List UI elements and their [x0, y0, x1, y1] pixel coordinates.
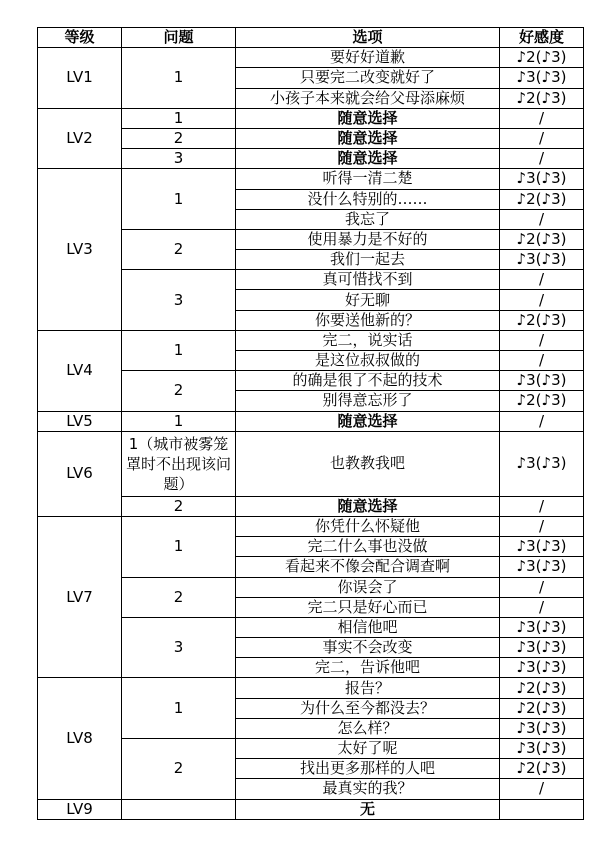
favor-cell: ♪3(♪3)	[500, 68, 584, 88]
question-cell: 1（城市被雾笼罩时不出现该问题）	[122, 431, 236, 496]
option-cell: 真可惜找不到	[236, 270, 500, 290]
question-cell: 3	[122, 270, 236, 331]
option-cell: 为什么至今都没去？	[236, 698, 500, 718]
question-cell: 1	[122, 330, 236, 370]
favor-cell: /	[500, 351, 584, 371]
favor-cell: ♪3(♪3)	[500, 169, 584, 189]
favor-cell: /	[500, 128, 584, 148]
header-question: 问题	[122, 28, 236, 48]
favor-cell: ♪2(♪3)	[500, 698, 584, 718]
favor-cell: ♪2(♪3)	[500, 678, 584, 698]
level-cell: LV1	[38, 48, 122, 109]
option-cell: 随意选择	[236, 496, 500, 516]
option-cell: 太好了呢	[236, 739, 500, 759]
header-level: 等级	[38, 28, 122, 48]
option-cell: 别得意忘形了	[236, 391, 500, 411]
option-cell: 使用暴力是不好的	[236, 229, 500, 249]
table-row	[38, 799, 584, 819]
option-cell: 只要完二改变就好了	[236, 68, 500, 88]
favor-cell: /	[500, 290, 584, 310]
option-cell: 完二，说实话	[236, 330, 500, 350]
table-row	[38, 330, 584, 350]
header-option: 选项	[236, 28, 500, 48]
table-row	[38, 516, 584, 536]
question-cell: 2	[122, 739, 236, 800]
table-row	[38, 411, 584, 431]
favor-cell: /	[500, 270, 584, 290]
option-cell: 小孩子本来就会给父母添麻烦	[236, 88, 500, 108]
option-cell: 完二，告诉他吧	[236, 658, 500, 678]
option-cell: 的确是很了不起的技术	[236, 371, 500, 391]
option-cell: 找出更多那样的人吧	[236, 759, 500, 779]
question-cell: 2	[122, 577, 236, 617]
option-cell: 随意选择	[236, 108, 500, 128]
option-cell: 无	[236, 799, 500, 819]
favor-cell: ♪2(♪3)	[500, 759, 584, 779]
header-favor: 好感度	[500, 28, 584, 48]
option-cell: 是这位叔叔做的	[236, 351, 500, 371]
favor-cell: /	[500, 779, 584, 799]
option-cell: 没什么特别的……	[236, 189, 500, 209]
level-cell: LV8	[38, 678, 122, 799]
option-cell: 好无聊	[236, 290, 500, 310]
favor-cell: ♪3(♪3)	[500, 739, 584, 759]
option-cell: 你要送他新的？	[236, 310, 500, 330]
level-cell: LV3	[38, 169, 122, 331]
option-cell: 事实不会改变	[236, 638, 500, 658]
favor-cell: /	[500, 516, 584, 536]
favor-cell: ♪3(♪3)	[500, 638, 584, 658]
question-cell: 2	[122, 128, 236, 148]
level-cell: LV9	[38, 799, 122, 819]
table-row	[38, 108, 584, 128]
favor-cell: /	[500, 496, 584, 516]
option-cell: 我忘了	[236, 209, 500, 229]
option-cell: 随意选择	[236, 149, 500, 169]
level-cell: LV5	[38, 411, 122, 431]
favor-cell: ♪2(♪3)	[500, 310, 584, 330]
favor-cell	[500, 799, 584, 819]
option-cell: 报告？	[236, 678, 500, 698]
question-cell: 2	[122, 371, 236, 411]
favor-cell: ♪2(♪3)	[500, 391, 584, 411]
table-row	[38, 678, 584, 698]
question-cell: 1	[122, 516, 236, 577]
favor-cell: ♪3(♪3)	[500, 658, 584, 678]
favor-cell: ♪3(♪3)	[500, 431, 584, 496]
favor-cell: ♪2(♪3)	[500, 229, 584, 249]
option-cell: 你凭什么怀疑他	[236, 516, 500, 536]
favor-cell: ♪2(♪3)	[500, 48, 584, 68]
favor-cell: ♪3(♪3)	[500, 537, 584, 557]
question-cell: 3	[122, 617, 236, 678]
option-cell: 听得一清二楚	[236, 169, 500, 189]
level-cell: LV7	[38, 516, 122, 678]
favor-cell: ♪3(♪3)	[500, 718, 584, 738]
level-cell: LV2	[38, 108, 122, 169]
favor-cell: /	[500, 411, 584, 431]
question-cell: 1	[122, 169, 236, 230]
question-cell: 1	[122, 108, 236, 128]
table-row	[38, 169, 584, 189]
option-cell: 完二什么事也没做	[236, 537, 500, 557]
option-cell: 随意选择	[236, 411, 500, 431]
option-cell: 随意选择	[236, 128, 500, 148]
question-cell: 1	[122, 48, 236, 109]
question-cell: 1	[122, 411, 236, 431]
option-cell: 也教教我吧	[236, 431, 500, 496]
favor-cell: ♪3(♪3)	[500, 250, 584, 270]
favor-cell: ♪2(♪3)	[500, 189, 584, 209]
option-cell: 看起来不像会配合调查啊	[236, 557, 500, 577]
question-cell: 3	[122, 149, 236, 169]
option-cell: 要好好道歉	[236, 48, 500, 68]
table-row	[38, 48, 584, 68]
option-cell: 我们一起去	[236, 250, 500, 270]
question-cell: 1	[122, 678, 236, 739]
favor-cell: ♪2(♪3)	[500, 88, 584, 108]
favor-cell: /	[500, 577, 584, 597]
header-row	[38, 28, 584, 48]
favor-cell: /	[500, 209, 584, 229]
favor-cell: ♪3(♪3)	[500, 371, 584, 391]
level-cell: LV4	[38, 330, 122, 411]
favor-cell: /	[500, 149, 584, 169]
favor-cell: ♪3(♪3)	[500, 617, 584, 637]
table-row	[38, 431, 584, 496]
option-cell: 完二只是好心而已	[236, 597, 500, 617]
question-cell: 2	[122, 229, 236, 269]
question-cell: 2	[122, 496, 236, 516]
option-cell: 最真实的我？	[236, 779, 500, 799]
option-cell: 相信他吧	[236, 617, 500, 637]
option-cell: 你误会了	[236, 577, 500, 597]
affinity-table	[37, 27, 584, 820]
level-cell: LV6	[38, 431, 122, 516]
favor-cell: ♪3(♪3)	[500, 557, 584, 577]
question-cell	[122, 799, 236, 819]
favor-cell: /	[500, 330, 584, 350]
favor-cell: /	[500, 108, 584, 128]
option-cell: 怎么样？	[236, 718, 500, 738]
favor-cell: /	[500, 597, 584, 617]
